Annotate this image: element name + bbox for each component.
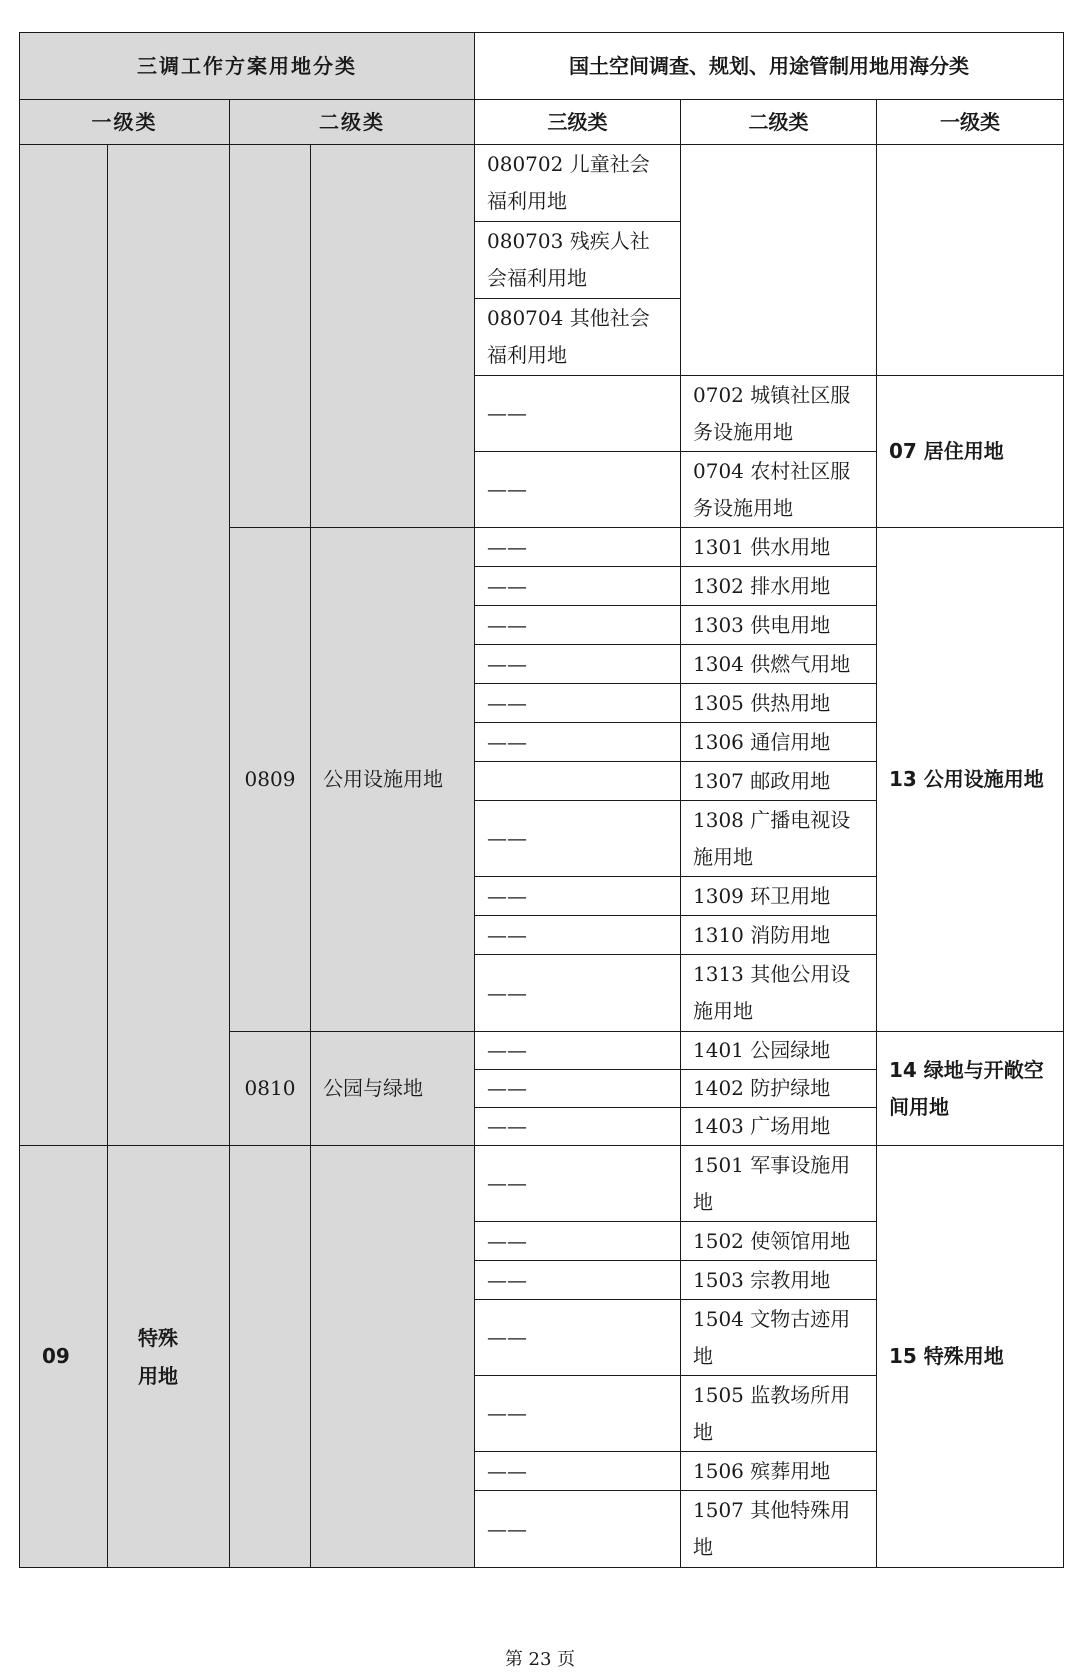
page-number: 第 23 页 <box>504 1649 576 1670</box>
level3-cell: —— <box>475 916 681 955</box>
level2-cell: 1503 宗教用地 <box>681 1261 877 1300</box>
level2-cell: 1313 其他公用设施用地 <box>681 955 877 1032</box>
header-left-level1: 一级类 <box>20 100 230 145</box>
level3-cell: 080702 儿童社会福利用地 <box>475 145 681 222</box>
level2-cell: 1308 广播电视设施用地 <box>681 801 877 877</box>
left-level2-name-cell <box>311 1146 475 1568</box>
level3-cell: —— <box>475 376 681 452</box>
left-code-0809: 0809 <box>230 528 311 1032</box>
left-name-09: 特殊用地 <box>108 1146 230 1568</box>
level3-cell: 080703 残疾人社会福利用地 <box>475 222 681 299</box>
level2-cell: 1309 环卫用地 <box>681 877 877 916</box>
level2-cell: 1301 供水用地 <box>681 528 877 567</box>
level2-cell: 1305 供热用地 <box>681 684 877 723</box>
level3-cell: —— <box>475 606 681 645</box>
left-level2-code-cell <box>230 1146 311 1568</box>
level3-cell: —— <box>475 452 681 528</box>
level3-cell: —— <box>475 567 681 606</box>
left-code-0810: 0810 <box>230 1032 311 1146</box>
level2-cell: 1507 其他特殊用地 <box>681 1491 877 1568</box>
level3-cell: —— <box>475 1222 681 1261</box>
level1-group-07: 07 居住用地 <box>877 376 1064 528</box>
level3-cell: —— <box>475 1032 681 1070</box>
header-right-group: 国土空间调查、规划、用途管制用地用海分类 <box>475 33 1064 100</box>
level3-cell: —— <box>475 1146 681 1222</box>
level3-cell: —— <box>475 1376 681 1452</box>
level3-cell: 080704 其他社会福利用地 <box>475 299 681 376</box>
level2-cell: 1310 消防用地 <box>681 916 877 955</box>
level3-cell: —— <box>475 1261 681 1300</box>
level2-cell: 1403 广场用地 <box>681 1108 877 1146</box>
level2-cell: 1306 通信用地 <box>681 723 877 762</box>
left-name-0809: 公用设施用地 <box>311 528 475 1032</box>
level3-cell: —— <box>475 955 681 1032</box>
left-level2-name-cell <box>311 145 475 528</box>
header-left-level2: 二级类 <box>230 100 475 145</box>
level2-cell: 1302 排水用地 <box>681 567 877 606</box>
level3-cell: —— <box>475 877 681 916</box>
level2-cell: 1401 公园绿地 <box>681 1032 877 1070</box>
level2-empty-cell <box>681 145 877 376</box>
level2-cell: 1505 监教场所用地 <box>681 1376 877 1452</box>
left-level2-code-cell <box>230 145 311 528</box>
level2-cell: 0702 城镇社区服务设施用地 <box>681 376 877 452</box>
level2-cell: 0704 农村社区服务设施用地 <box>681 452 877 528</box>
level1-group-15: 15 特殊用地 <box>877 1146 1064 1568</box>
header-right-level1: 一级类 <box>877 100 1064 145</box>
level1-group-14: 14 绿地与开敞空间用地 <box>877 1032 1064 1146</box>
level1-group-13: 13 公用设施用地 <box>877 528 1064 1032</box>
level3-cell: —— <box>475 1070 681 1108</box>
left-name-0810: 公园与绿地 <box>311 1032 475 1146</box>
level3-cell: —— <box>475 801 681 877</box>
header-right-level2: 二级类 <box>681 100 877 145</box>
level3-cell <box>475 762 681 801</box>
level2-cell: 1502 使领馆用地 <box>681 1222 877 1261</box>
level3-cell: —— <box>475 684 681 723</box>
level2-cell: 1501 军事设施用地 <box>681 1146 877 1222</box>
level2-cell: 1504 文物古迹用地 <box>681 1300 877 1376</box>
level2-cell: 1304 供燃气用地 <box>681 645 877 684</box>
level1-empty-cell <box>877 145 1064 376</box>
left-code-09: 09 <box>20 1146 108 1568</box>
level3-cell: —— <box>475 1108 681 1146</box>
left-level1-name-cell <box>108 145 230 1146</box>
level3-cell: —— <box>475 1452 681 1491</box>
level3-cell: —— <box>475 645 681 684</box>
level3-cell: —— <box>475 528 681 567</box>
level2-cell: 1506 殡葬用地 <box>681 1452 877 1491</box>
left-level1-code-cell <box>20 145 108 1146</box>
level3-cell: —— <box>475 1491 681 1568</box>
level2-cell: 1307 邮政用地 <box>681 762 877 801</box>
level3-cell: —— <box>475 723 681 762</box>
land-use-classification-table <box>19 32 1064 1568</box>
level2-cell: 1402 防护绿地 <box>681 1070 877 1108</box>
level3-cell: —— <box>475 1300 681 1376</box>
header-right-level3: 三级类 <box>475 100 681 145</box>
header-left-group: 三调工作方案用地分类 <box>20 33 475 100</box>
level2-cell: 1303 供电用地 <box>681 606 877 645</box>
